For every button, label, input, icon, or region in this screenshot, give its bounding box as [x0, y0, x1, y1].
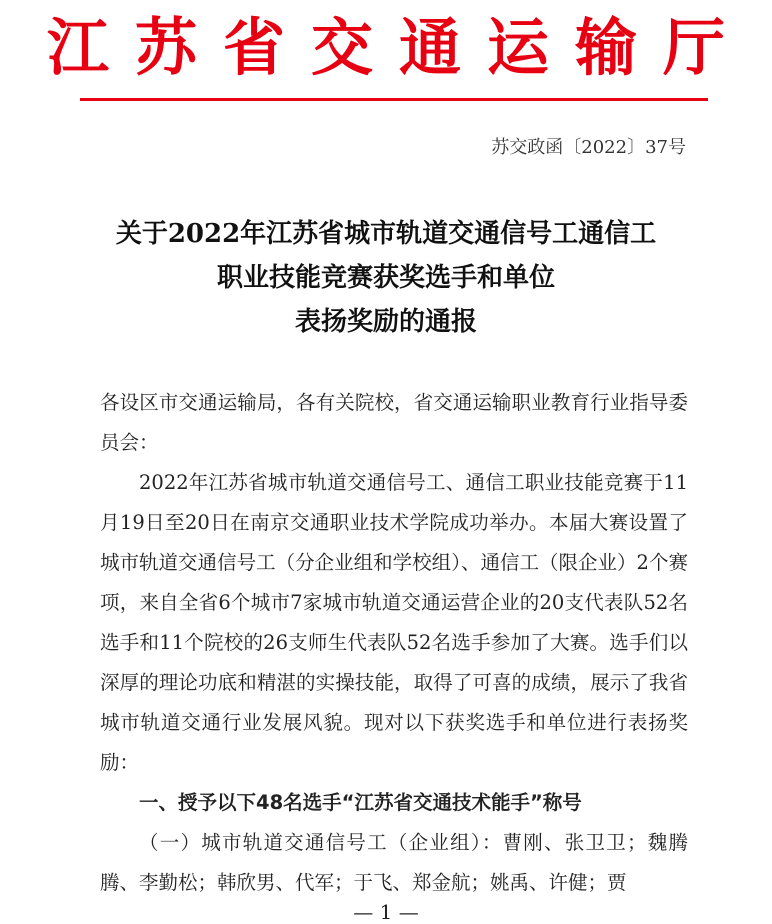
subsection-paragraph: （一）城市轨道交通信号工（企业组）：曹刚、张卫卫；魏腾腾、李勤松；韩欣男、代军；于飞、郑金航；姚禹、许健；贾 [100, 831, 688, 894]
issuing-authority-masthead: 江苏省交通运输厅 [46, 11, 751, 84]
section-heading: 一、授予以下48名选手“江苏省交通技术能手”称号 [139, 791, 582, 814]
title-line-3: 表扬奖励的通报 [294, 307, 477, 337]
red-divider-line [80, 98, 708, 101]
document-title [60, 212, 712, 344]
salutation: 各设区市交通运输局，各有关院校，省交通运输职业教育行业指导委员会： [100, 391, 688, 454]
document-body [100, 383, 688, 903]
document-number: 苏交政函〔2022〕37号 [491, 137, 686, 158]
body-paragraph: 2022年江苏省城市轨道交通信号工、通信工职业技能竞赛于11月19日至20日在南京交通职业技术学院成功举办。本届大赛设置了城市轨道交通信号工（分企业组和学校组）、通信工（限企业）2个赛项，来自全省6个城市7家城市轨道交通运营企业的20支代表队52名选手和11个院校的26支师生代表队52名选手参加了大赛。选手们以深厚的理论功底和精湛的实操技能，取得了可喜的成绩，展示了我省城市轨道交通行业发展风貌。现对以下获奖选手和单位进行表扬奖励： [100, 471, 688, 774]
title-line-2: 职业技能竞赛获奖选手和单位 [216, 263, 555, 293]
title-line-1: 关于2022年江苏省城市轨道交通信号工通信工 [115, 219, 657, 249]
page-number: — 1 — [353, 900, 419, 924]
